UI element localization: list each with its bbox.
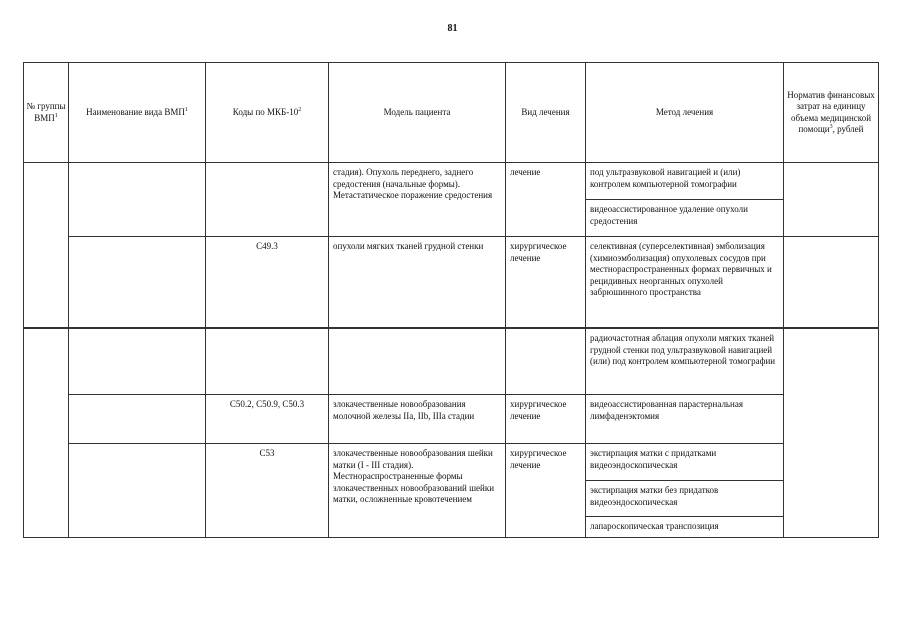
treatment-type-cell: лечение	[506, 163, 586, 237]
treatment-type-cell	[506, 328, 586, 395]
treatment-type-cell: хирургическое лечение	[506, 395, 586, 444]
treatment-type-cell: хирургическое лечение	[506, 237, 586, 329]
treatment-method-cell: экстирпация матки с придатками видеоэндоскопическая	[586, 444, 784, 481]
header-treatment-method: Метод лечения	[586, 63, 784, 163]
treatment-method-cell: под ультразвуковой навигацией и (или) контролем компьютерной томографии	[586, 163, 784, 200]
treatment-method-cell: видеоассистированное удаление опухоли средостения	[586, 200, 784, 237]
table-row	[24, 395, 879, 444]
table-row	[24, 163, 879, 200]
treatment-method-cell: радиочастотная аблация опухоли мягких тканей грудной стенки под ультразвуковой навигацией (или) под контролем компьютерной томографии	[586, 328, 784, 395]
table-row	[24, 444, 879, 481]
table-row	[24, 237, 879, 329]
treatment-method-cell: видеоассистированная парастернальная лимфаденэктомия	[586, 395, 784, 444]
treatment-method-cell: лапароскопическая транспозиция	[586, 517, 784, 538]
cost-norm-cell	[784, 163, 879, 237]
vmp-table	[23, 62, 879, 538]
vmp-name-cell	[69, 328, 206, 395]
header-icd-codes: Коды по МКБ-$10^2$	[206, 63, 329, 163]
patient-model-cell: стадия). Опухоль переднего, заднего средостения (начальные формы). Метастатическое поражение средостения	[329, 163, 506, 237]
cost-norm-cell	[784, 328, 879, 538]
vmp-name-cell	[69, 237, 206, 329]
header-treatment-type: Вид лечения	[506, 63, 586, 163]
header-row	[24, 63, 879, 163]
page-number: 81	[447, 23, 458, 34]
header-patient-model: Модель пациента	[329, 63, 506, 163]
patient-model-cell: злокачественные новообразования шейки матки (I - III стадия). Местнораспространенные формы злокачественных новообразований шейки матки, осложненные кровотечением	[329, 444, 506, 538]
cost-norm-cell	[784, 237, 879, 329]
group-number-cell	[24, 328, 69, 538]
table-row	[24, 328, 879, 395]
treatment-type-cell: хирургическое лечение	[506, 444, 586, 538]
group-number-cell	[24, 163, 69, 329]
header-group-number: № группы ВМП$^1$	[24, 63, 69, 163]
icd-code-cell: C53	[206, 444, 329, 538]
icd-code-cell: C49.3	[206, 237, 329, 329]
icd-code-cell: C50.2, C50.9, C50.3	[206, 395, 329, 444]
icd-code-cell	[206, 328, 329, 395]
treatment-method-cell: селективная (суперселективная) эмболизация (химиоэмболизация) опухолевых сосудов при местнораспространенных формах первичных и рецидивных неорганных опухолей забрюшинного пространства	[586, 237, 784, 329]
vmp-name-cell	[69, 163, 206, 237]
patient-model-cell: опухоли мягких тканей грудной стенки	[329, 237, 506, 329]
vmp-name-cell	[69, 444, 206, 538]
patient-model-cell: злокачественные новообразования молочной железы IIa, IIb, IIIa стадии	[329, 395, 506, 444]
treatment-method-cell: экстирпация матки без придатков видеоэндоскопическая	[586, 481, 784, 517]
header-cost-norm: Норматив финансовых затрат на единицу объема медицинской помощи$^3$, рублей	[784, 63, 879, 163]
patient-model-cell	[329, 328, 506, 395]
icd-code-cell	[206, 163, 329, 237]
header-vmp-name: Наименование вида ВМП$^1$	[69, 63, 206, 163]
vmp-name-cell	[69, 395, 206, 444]
